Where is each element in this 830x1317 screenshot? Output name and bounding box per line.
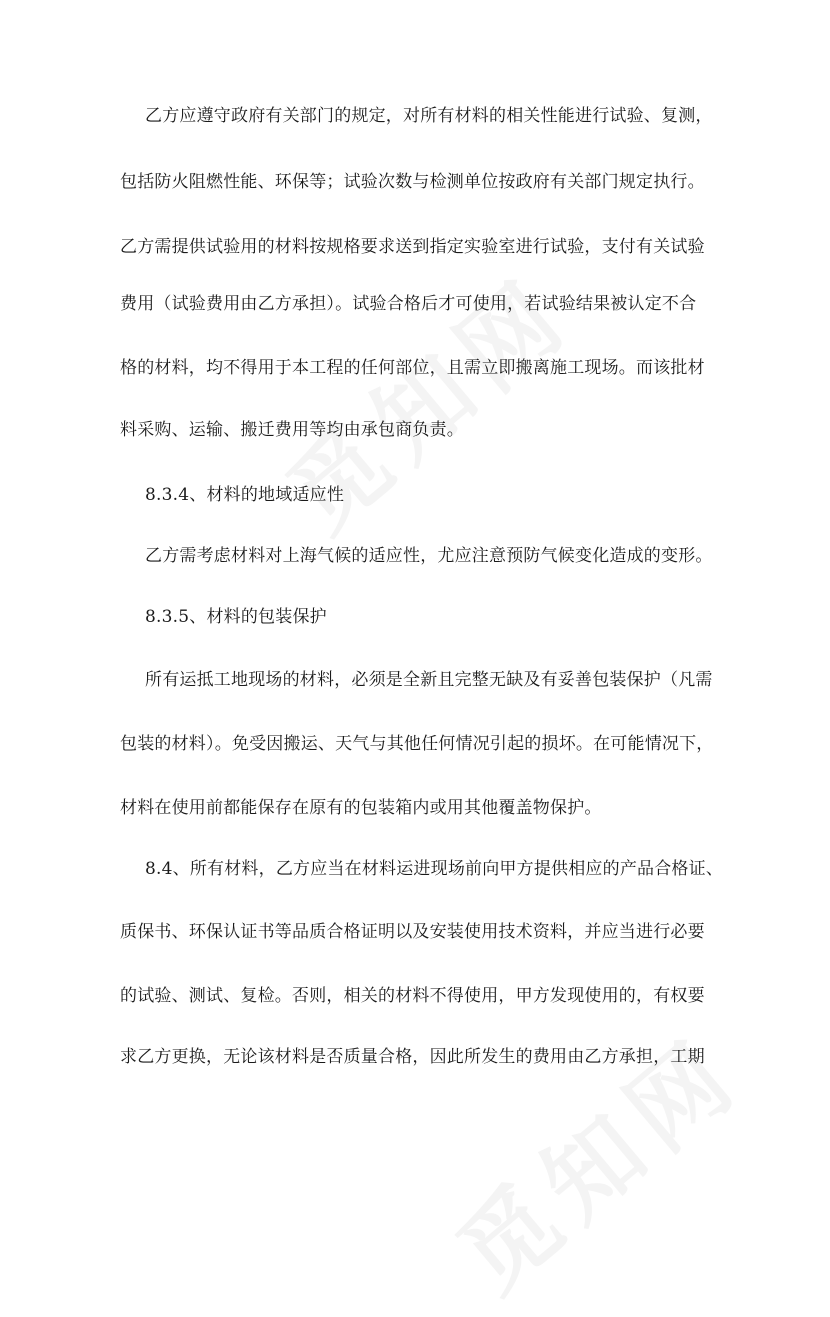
paragraph-line: 求乙方更换，无论该材料是否质量合格，因此所发生的费用由乙方承担，工期	[120, 1047, 705, 1067]
section-heading: 8.3.5、材料的包装保护	[145, 607, 327, 627]
section-heading: 8.3.4、材料的地域适应性	[145, 485, 345, 505]
paragraph-line: 材料在使用前都能保存在原有的包装箱内或用其他覆盖物保护。	[120, 798, 602, 818]
section-heading: 8.4、所有材料，乙方应当在材料运进现场前向甲方提供相应的产品合格证、	[145, 859, 724, 879]
paragraph-line: 料采购、运输、搬迁费用等均由承包商负责。	[120, 420, 464, 440]
watermark	[255, 240, 596, 557]
paragraph-line: 格的材料，均不得用于本工程的任何部位，且需立即搬离施工现场。而该批材	[120, 358, 705, 378]
paragraph-line: 乙方应遵守政府有关部门的规定，对所有材料的相关性能进行试验、复测，	[145, 106, 713, 126]
paragraph-line: 质保书、环保认证书等品质合格证明以及安装使用技术资料，并应当进行必要	[120, 922, 705, 942]
paragraph-line: 乙方需提供试验用的材料按规格要求送到指定实验室进行试验，支付有关试验	[120, 237, 705, 257]
paragraph-line: 包装的材料）。免受因搬运、天气与其他任何情况引起的损坏。在可能情况下，	[120, 734, 714, 754]
paragraph-line: 的试验、测试、复检。否则，相关的材料不得使用，甲方发现使用的，有权要	[120, 986, 705, 1006]
paragraph-line: 包括防火阻燃性能、环保等；试验次数与检测单位按政府有关部门规定执行。	[120, 172, 705, 192]
paragraph-line: 费用（试验费用由乙方承担）。试验合格后才可使用，若试验结果被认定不合	[120, 294, 697, 314]
paragraph-line: 乙方需考虑材料对上海气候的适应性，尤应注意预防气候变化造成的变形。	[145, 546, 713, 566]
paragraph-line: 所有运抵工地现场的材料，必须是全新且完整无缺及有妥善包装保护（凡需	[145, 670, 713, 690]
